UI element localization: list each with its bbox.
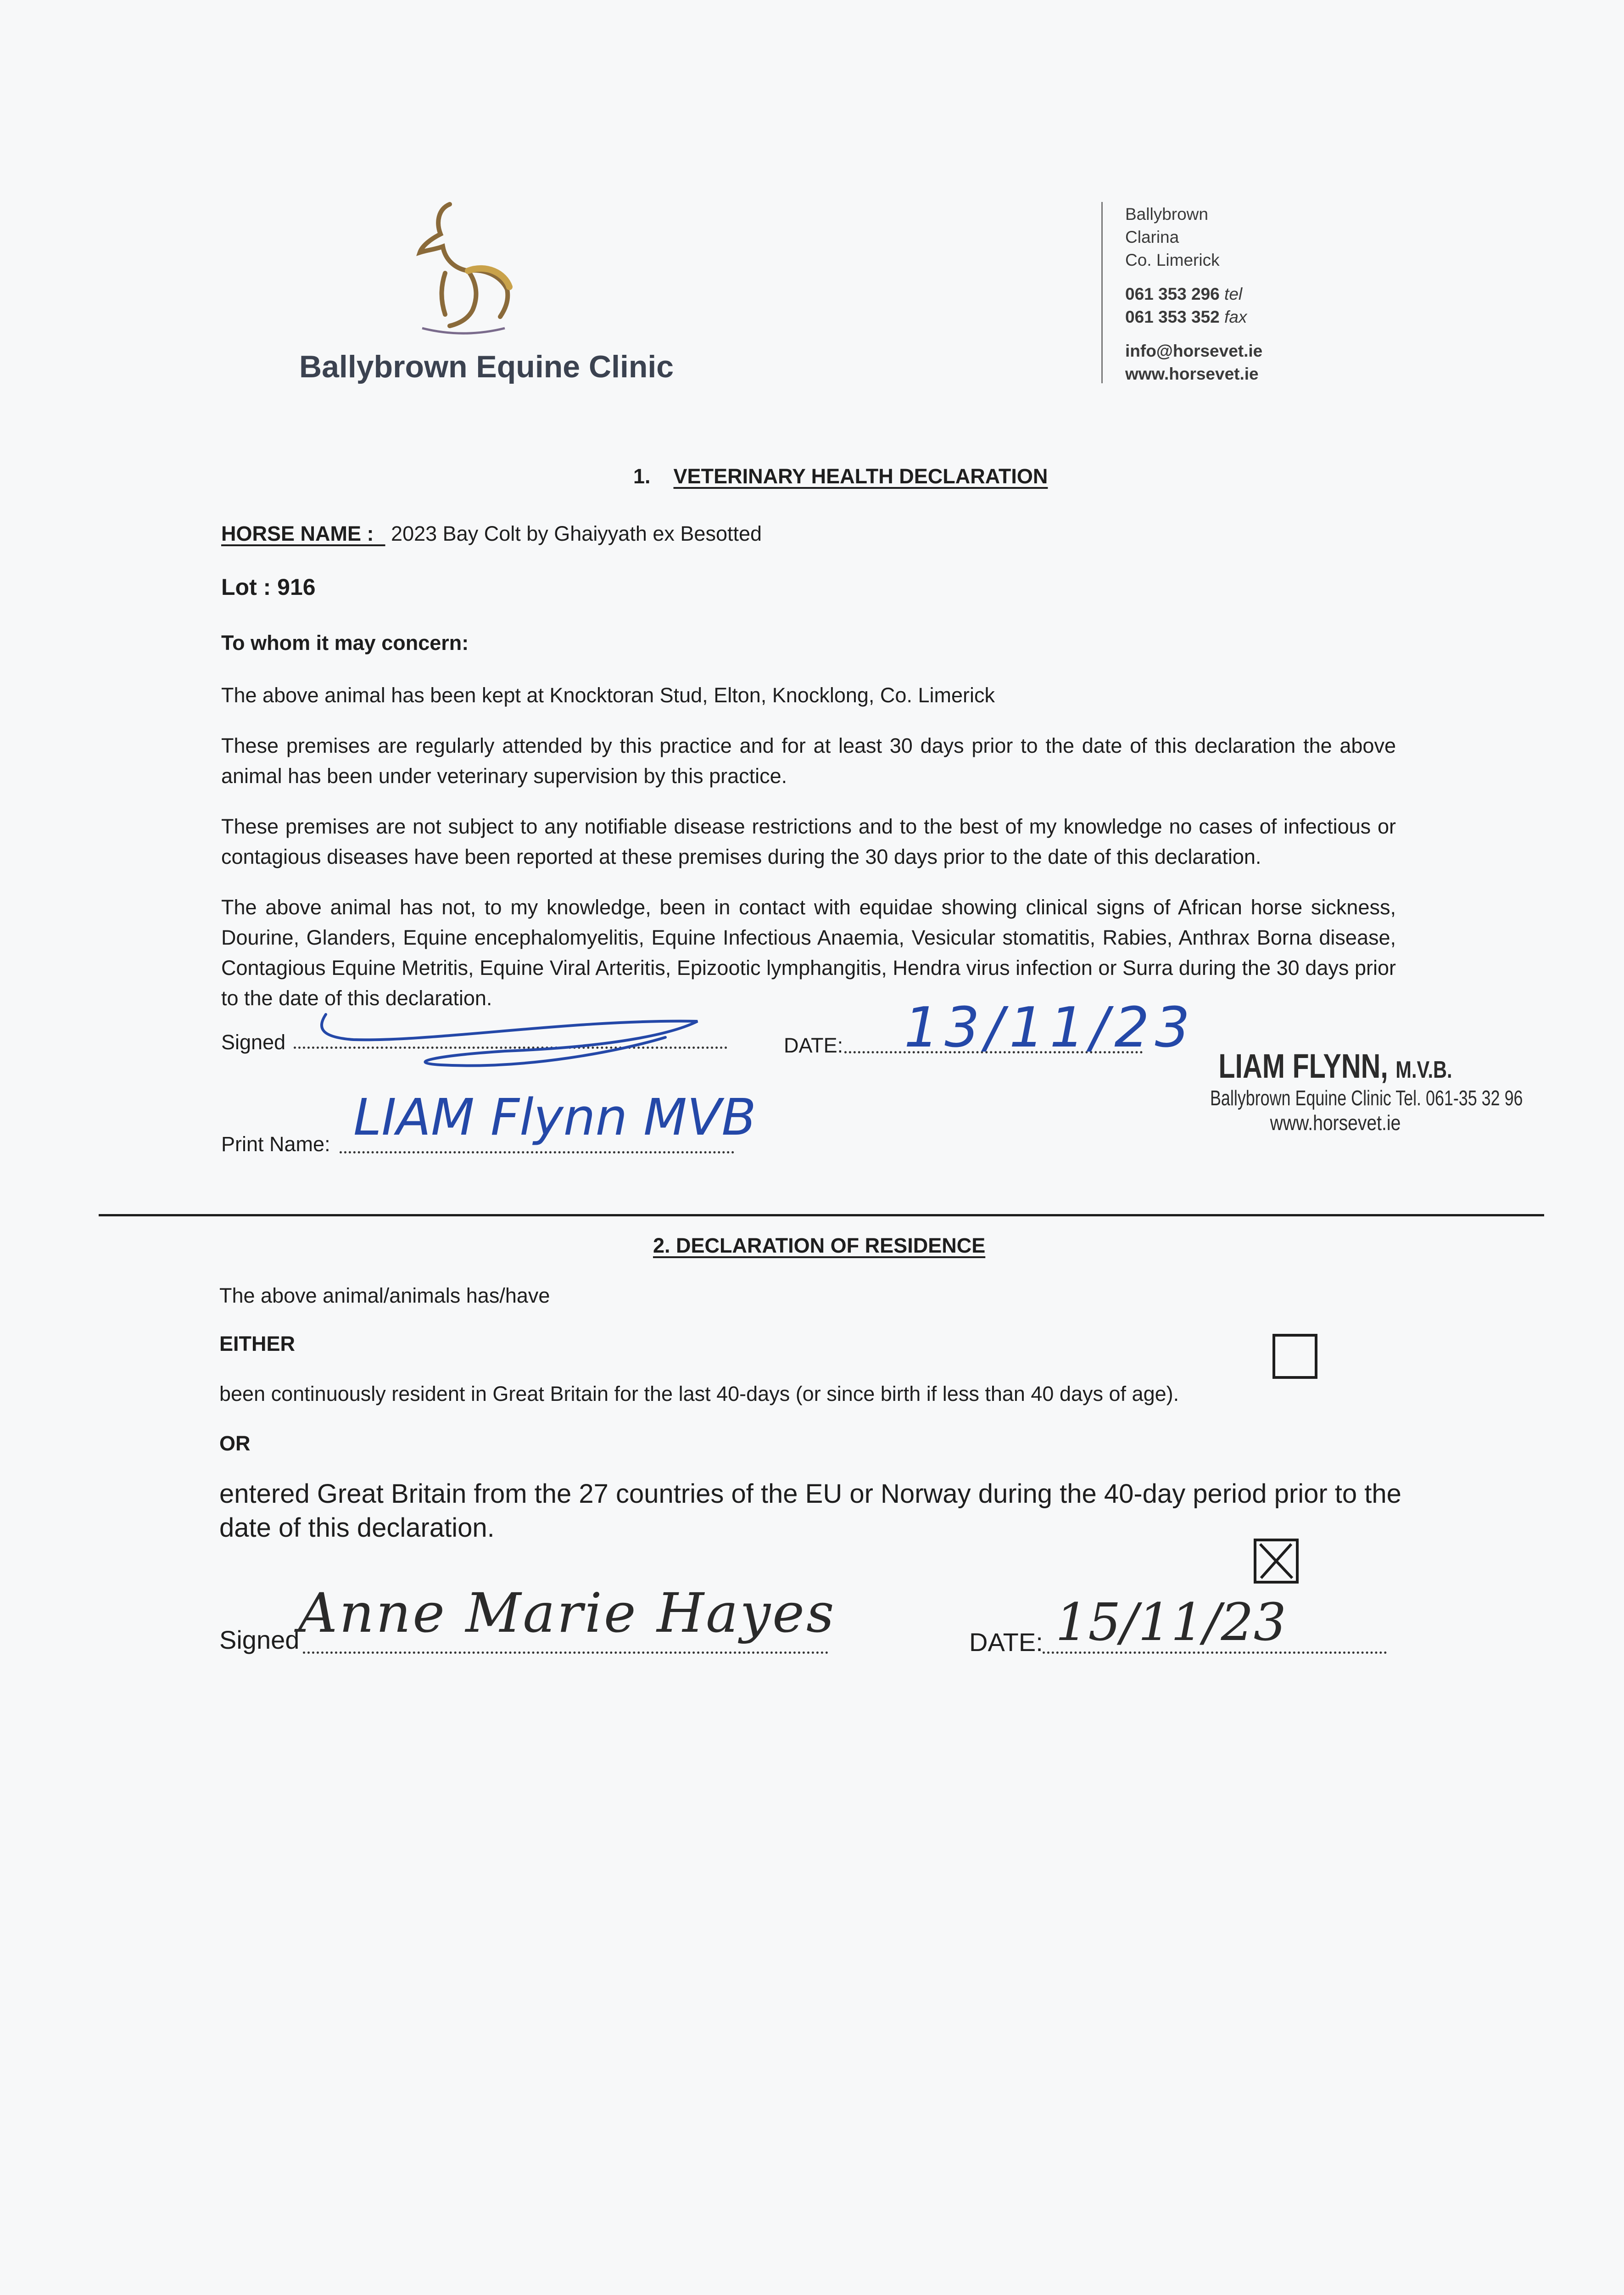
stamp-clinic-tel: Ballybrown Equine Clinic Tel. 061-35 32 96 <box>1210 1086 1523 1110</box>
address-line: Co. Limerick <box>1125 251 1220 269</box>
vet-date-label: DATE: <box>784 1034 843 1057</box>
option-continuous-residence: been continuously resident in Great Britain for the last 40-days (or since birth if less than 40 days of age). <box>219 1382 1179 1405</box>
address-line: Clarina <box>1125 228 1179 246</box>
section-divider <box>99 1214 1544 1216</box>
vet-stamp <box>1175 1047 1523 1135</box>
print-name-label: Print Name: <box>221 1132 330 1156</box>
or-label: OR <box>219 1432 251 1455</box>
clinic-logo <box>395 195 519 337</box>
paragraph-disease-restrictions: These premises are not subject to any notifiable disease restrictions and to the best of my knowledge no cases of infectious or contagious diseases have been reported at these premises during the 30 days prior to the date of this declaration. <box>221 815 1396 868</box>
paragraph-supervision: These premises are regularly attended by this practice and for at least 30 days prior to the date of this declaration the above animal has been under veterinary supervision by this practice. <box>221 734 1396 788</box>
checkbox-continuous-residence[interactable] <box>1272 1334 1317 1379</box>
owner-signed-label: Signed <box>219 1625 300 1654</box>
fax: 061 353 352 fax <box>1125 308 1247 326</box>
print-name-value: LIAM Flynn MVB <box>353 1088 756 1147</box>
print-name-line <box>340 1151 734 1153</box>
option-entered-gb: entered Great Britain from the 27 countries of the EU or Norway during the 40-day period prior to the date of this declaration. <box>219 1479 1401 1543</box>
rearing-horse-icon <box>395 195 519 337</box>
address-block <box>1125 203 1355 386</box>
vet-date-value: 13/11/23 <box>904 996 1195 1060</box>
section2-title: 2. DECLARATION OF RESIDENCE <box>653 1234 986 1257</box>
salutation: To whom it may concern: <box>221 631 469 655</box>
owner-date-value: 15/11/23 <box>1055 1593 1287 1652</box>
vet-signature <box>298 1001 720 1079</box>
address-line: Ballybrown <box>1125 205 1208 224</box>
horse-name-label: HORSE NAME : <box>221 522 374 545</box>
website: www.horsevet.ie <box>1125 364 1259 383</box>
paragraph-contact-declaration: The above animal has not, to my knowledge, been in contact with equidae showing clinical signs of African horse sickness, Dourine, Glanders, Equine encephalomyelitis, Equine Infectious Anaemia, Vesicular stomatitis, Rabies, Anthrax Borna disease, Contagious Equine Metritis, Equine Viral Arteritis, Epizootic lymphangitis, Hendra virus infection or Surra during the 30 days prior to the date of this declaration. <box>221 896 1396 1010</box>
residence-intro: The above animal/animals has/have <box>219 1284 550 1307</box>
either-label: EITHER <box>219 1332 296 1355</box>
checkbox-x-mark <box>1256 1541 1296 1581</box>
owner-signature: Anne Marie Hayes <box>298 1581 836 1645</box>
stamp-website: www.horsevet.ie <box>1270 1111 1401 1135</box>
owner-signature-line <box>303 1651 828 1654</box>
telephone: 061 353 296 tel <box>1125 285 1243 303</box>
email: info@horsevet.ie <box>1125 341 1263 360</box>
vet-signed-label: Signed <box>221 1030 286 1054</box>
paragraph-premises: The above animal has been kept at Knocktoran Stud, Elton, Knocklong, Co. Limerick <box>221 683 995 707</box>
clinic-name: Ballybrown Equine Clinic <box>299 349 674 384</box>
section1-title: 1. VETERINARY HEALTH DECLARATION <box>633 465 1048 488</box>
stamp-name: LIAM FLYNN, M.V.B. <box>1218 1047 1452 1085</box>
horse-name-value: 2023 Bay Colt by Ghaiyyath ex Besotted <box>391 522 762 545</box>
checkbox-entered-gb[interactable] <box>1254 1539 1299 1584</box>
address-divider <box>1101 202 1103 383</box>
owner-date-label: DATE: <box>969 1628 1043 1657</box>
lot-number: Lot : 916 <box>221 574 316 600</box>
horse-name-row <box>221 519 762 549</box>
